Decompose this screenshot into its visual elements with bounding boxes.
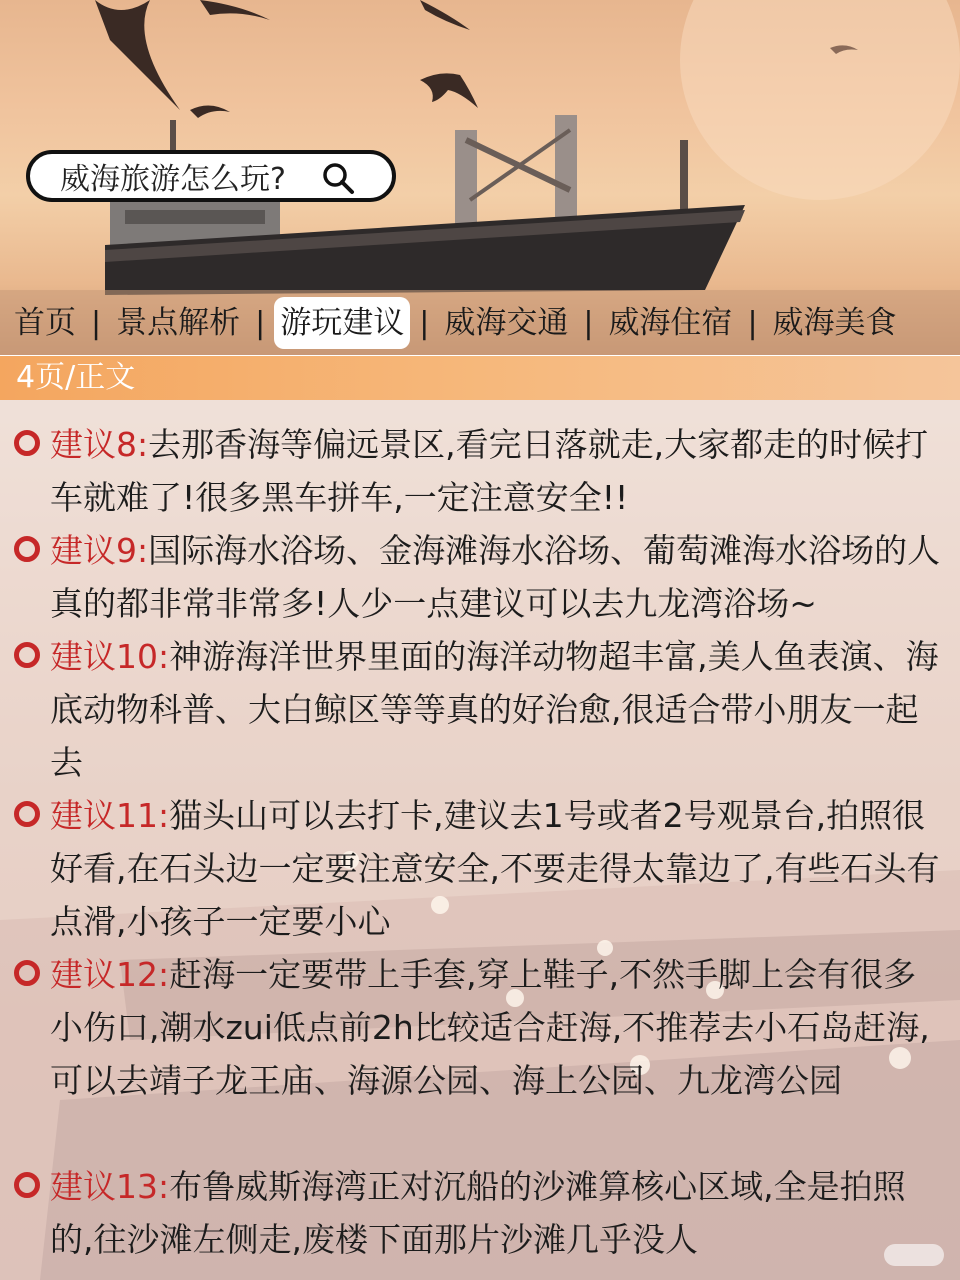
search-query: 威海旅游怎么玩? xyxy=(60,162,286,197)
category-nav xyxy=(0,292,960,354)
circle-bullet-icon xyxy=(14,430,40,456)
nav-item-tips[interactable]: 游玩建议 xyxy=(274,297,410,349)
nav-separator: | xyxy=(91,305,102,341)
nav-item-attractions[interactable]: 景点解析 xyxy=(116,305,241,341)
nav-item-transport[interactable]: 威海交通 xyxy=(444,305,569,341)
tip-item xyxy=(12,1160,947,1266)
tip-label: 建议10: xyxy=(50,637,170,676)
nav-separator: | xyxy=(255,305,266,341)
tip-item xyxy=(12,948,947,1107)
search-icon[interactable] xyxy=(320,160,356,196)
tip-text: 国际海水浴场、金海滩海水浴场、葡萄滩海水浴场的人真的都非常非常多!人少一点建议可以去九龙湾浴场~ xyxy=(50,531,941,623)
nav-separator: | xyxy=(583,305,594,341)
hero-banner xyxy=(0,0,960,355)
tip-item xyxy=(12,524,947,630)
tip-text: 赶海一定要带上手套,穿上鞋子,不然手脚上会有很多小伤口,潮水zui低点前2h比较适合赶海,不推荐去小石岛赶海,可以去靖子龙王庙、海源公园、海上公园、九龙湾公园 xyxy=(50,955,930,1100)
tip-label: 建议13: xyxy=(50,1167,170,1206)
page-label-bar xyxy=(0,356,960,400)
tips-content xyxy=(0,400,960,1280)
tip-label: 建议8: xyxy=(50,425,149,464)
tip-label: 建议11: xyxy=(50,796,170,835)
circle-bullet-icon xyxy=(14,1172,40,1198)
tip-text: 猫头山可以去打卡,建议去1号或者2号观景台,拍照很好看,在石头边一定要注意安全,不要走得太靠边了,有些石头有点滑,小孩子一定要小心 xyxy=(50,796,940,941)
nav-separator: | xyxy=(747,305,758,341)
nav-separator: | xyxy=(419,305,430,341)
page-label: 4页/正文 xyxy=(16,360,136,395)
tip-text: 神游海洋世界里面的海洋动物超丰富,美人鱼表演、海底动物科普、大白鲸区等等真的好治愈,很适合带小朋友一起去 xyxy=(50,637,939,782)
nav-item-food[interactable]: 威海美食 xyxy=(772,305,897,341)
nav-item-hotels[interactable]: 威海住宿 xyxy=(608,305,733,341)
tip-label: 建议9: xyxy=(50,531,149,570)
tip-item xyxy=(12,418,947,524)
circle-bullet-icon xyxy=(14,801,40,827)
search-bar[interactable] xyxy=(26,150,396,202)
tip-text: 去那香海等偏远景区,看完日落就走,大家都走的时候打车就难了!很多黑车拼车,一定注意安全!! xyxy=(50,425,929,517)
circle-bullet-icon xyxy=(14,536,40,562)
tip-item xyxy=(12,789,947,948)
watermark-logo xyxy=(884,1244,944,1266)
circle-bullet-icon xyxy=(14,960,40,986)
tip-text: 布鲁威斯海湾正对沉船的沙滩算核心区域,全是拍照的,往沙滩左侧走,废楼下面那片沙滩几乎没人 xyxy=(50,1167,906,1259)
nav-item-home[interactable]: 首页 xyxy=(14,305,76,341)
circle-bullet-icon xyxy=(14,642,40,668)
tip-label: 建议12: xyxy=(50,955,170,994)
tip-item xyxy=(12,630,947,789)
